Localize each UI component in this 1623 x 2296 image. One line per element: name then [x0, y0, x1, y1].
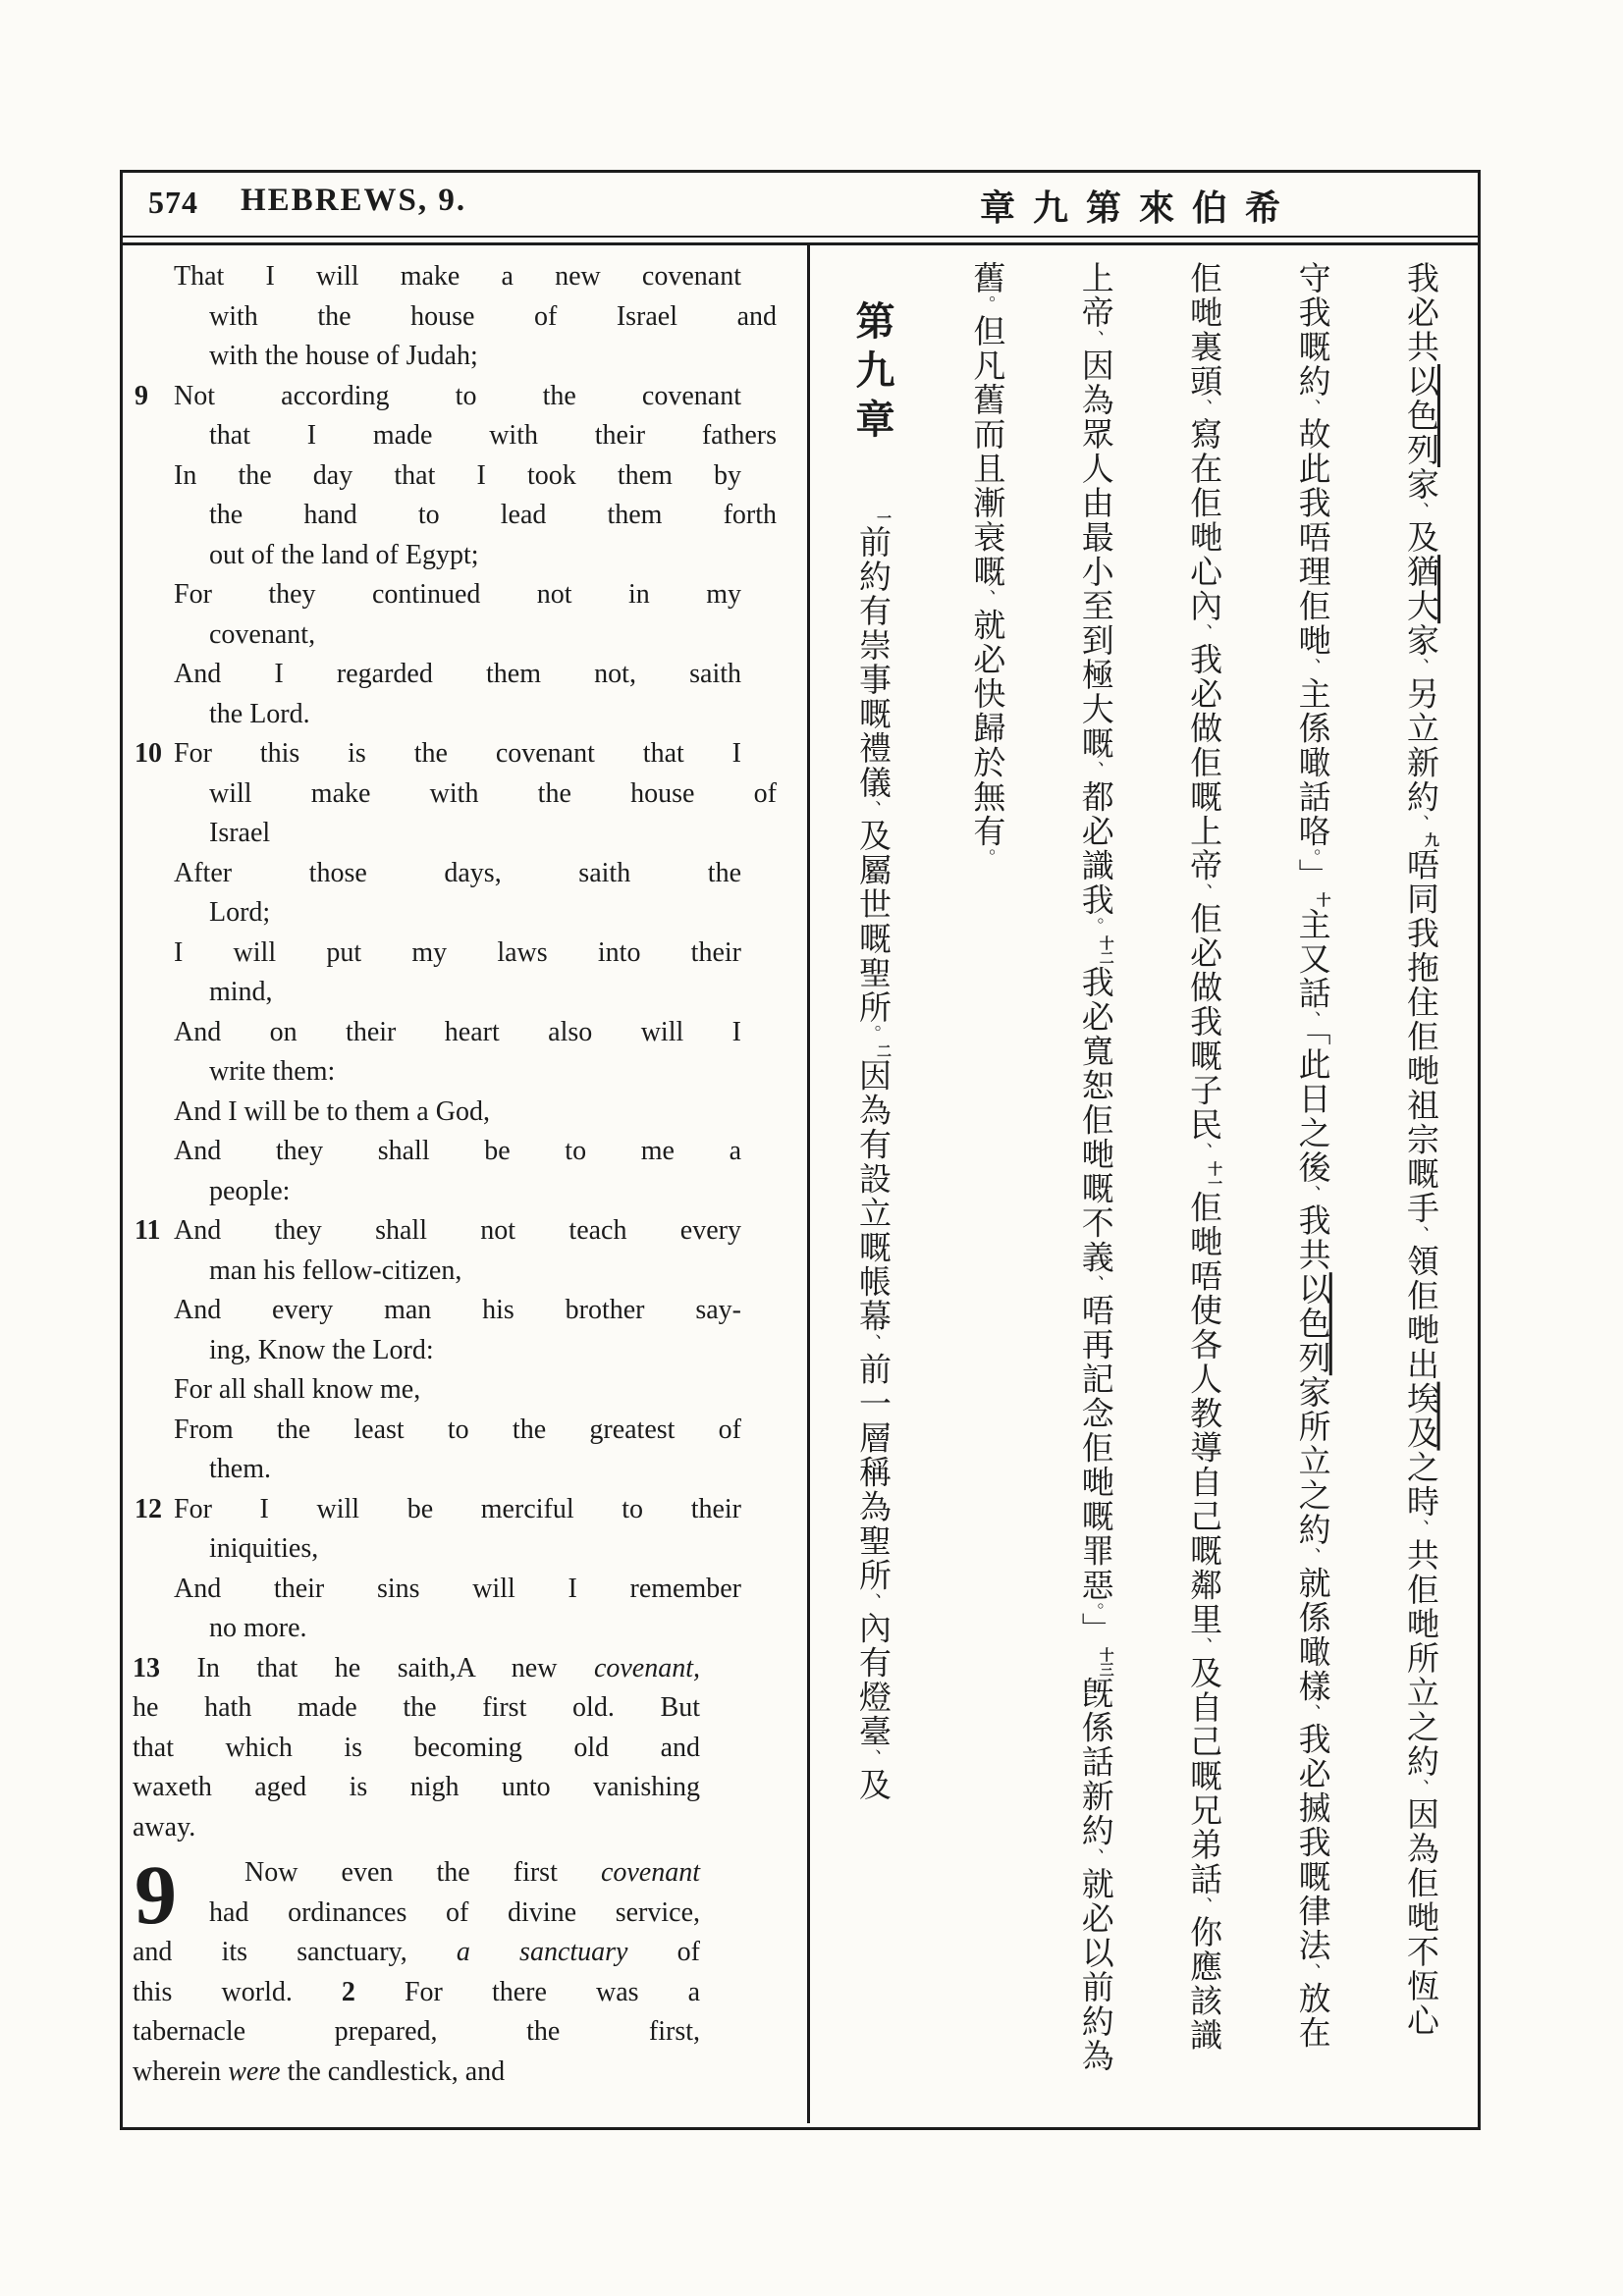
text-run: write them: [209, 1056, 336, 1087]
text-run: out of the land of Egypt; [209, 539, 479, 570]
text-run: Israel [209, 818, 271, 848]
text-run: that which is becoming old and [133, 1732, 700, 1763]
text-run: with the house of Israel and [209, 300, 777, 332]
english-verse-line [133, 1649, 700, 1689]
cjk-punctuation: 。 [1084, 1602, 1105, 1613]
page-number: 574 [148, 185, 198, 220]
english-verse-line [133, 1894, 700, 1934]
text-run: I will put my laws into their [174, 936, 741, 968]
cjk-punctuation: 、 [1301, 1185, 1322, 1204]
text-run: tabernacle prepared, the first, [133, 2016, 700, 2047]
chinese-text-section [810, 245, 1478, 2123]
english-verse-line [133, 1973, 700, 2013]
verse-number-marker: 二 [875, 1043, 891, 1059]
cjk-punctuation: 、 [1409, 814, 1430, 833]
text-run: mind, [209, 977, 273, 1007]
bold-text: 13 [133, 1652, 197, 1683]
english-verse-line [133, 934, 741, 974]
text-run: them. [209, 1454, 271, 1484]
text-run: For they continued not in my [174, 579, 741, 610]
text-run: away. [133, 1811, 196, 1842]
text-run: In the day that I took them by [174, 459, 741, 491]
text-run: the Lord. [209, 698, 310, 729]
header-title-english: HEBREWS, 9. [241, 183, 467, 218]
cjk-punctuation: 、 [1084, 1274, 1105, 1294]
text-run: the candlestick, and [280, 2056, 506, 2087]
english-verse-line [133, 2012, 700, 2053]
text-run: After those days, saith the [174, 857, 741, 888]
text-run: no more. [209, 1613, 307, 1643]
italic-text: covenant [600, 1857, 700, 1888]
english-verse-line [133, 1411, 741, 1451]
english-verse-line [133, 1529, 777, 1570]
english-verse-line [133, 1609, 777, 1649]
text-run: For I will be merciful to their [174, 1493, 741, 1524]
english-verse-line [133, 496, 777, 536]
text-run: And I will be to them a God, [174, 1095, 490, 1127]
text-run: will make with the house of [209, 777, 777, 809]
chinese-vertical-column: 我必共以色列家、及猶大家、另立新約、九唔同我拖住佢哋祖宗嘅手、領佢哋出埃及之時、共佢哋所立之約、因為佢哋不恆心 [1401, 261, 1438, 2038]
verse-number-marker: 九 [1422, 832, 1438, 848]
english-verse-line [133, 655, 741, 695]
english-verse-line [133, 257, 741, 297]
cjk-punctuation: 、 [1409, 502, 1430, 521]
english-verse-line [133, 1052, 777, 1093]
text-run: And I regarded them not, saith [174, 659, 741, 689]
italic-text: were [228, 2056, 281, 2087]
proper-name-mark: 以色列 [1401, 364, 1437, 467]
english-verse-line [133, 416, 777, 456]
cjk-punctuation: 、 [1193, 399, 1214, 418]
verse-number-marker: 十二 [1097, 935, 1113, 966]
english-verse-line [133, 1093, 741, 1133]
text-run: And every man his brother say- [174, 1295, 741, 1325]
page-header [123, 173, 1478, 238]
english-verse-line [133, 1688, 700, 1729]
text-run: ing, Know the Lord: [209, 1334, 434, 1365]
chapter-9-paragraph [133, 1847, 701, 2092]
text-run: Lord; [209, 897, 271, 928]
text-run: And on their heart also will I [174, 1016, 741, 1047]
cjk-punctuation: 、 [1193, 1896, 1214, 1915]
english-verse-line [133, 1768, 700, 1808]
english-verse-line [133, 575, 741, 615]
cjk-punctuation: 、 [976, 589, 997, 609]
verse-number-marker: 十一 [1206, 1160, 1222, 1191]
english-verse-line [133, 1252, 777, 1292]
chapter-heading: 第九章 [850, 300, 894, 448]
text-run: That I will make a new covenant [174, 261, 741, 292]
text-run: the hand to lead them forth [209, 500, 777, 530]
english-verse-line [133, 297, 777, 338]
verse-number-marker: 十 [1314, 892, 1330, 908]
english-verse-line [133, 1370, 741, 1411]
cjk-punctuation: 、 [1409, 1519, 1430, 1538]
verse-number: 9 [135, 380, 148, 411]
english-verse-line [133, 1211, 741, 1252]
english-verse-line [133, 377, 741, 417]
text-run: this world. [133, 1976, 342, 2007]
cjk-punctuation: 。 [1301, 848, 1322, 859]
chinese-vertical-column: 佢哋裏頭、寫在佢哋心內、我必做佢嘅上帝、佢必做我嘅子民、十一佢哋唔使各人教導自己嘅鄰里、及自己嘅兄弟話、你應該識 [1185, 261, 1222, 2053]
cjk-punctuation: 、 [1084, 1847, 1105, 1867]
cjk-punctuation: 、 [1193, 623, 1214, 643]
english-text-column [123, 245, 810, 2123]
text-run: For all shall know me, [174, 1374, 421, 1405]
text-run: For this is the covenant that I [174, 738, 741, 769]
cjk-punctuation: 、 [1301, 1010, 1322, 1030]
cjk-punctuation: 、 [862, 1333, 882, 1353]
text-run: iniquities, [209, 1533, 319, 1564]
text-run: of [627, 1937, 700, 1967]
proper-name-mark: 猶大 [1401, 555, 1437, 624]
text-run: And their sins will I remember [174, 1573, 741, 1604]
cjk-punctuation: 、 [1301, 1703, 1322, 1723]
verse-number: 11 [135, 1215, 161, 1246]
cjk-punctuation: 。 [976, 848, 997, 868]
chinese-vertical-column: 上帝、因為眾人由最小至到極大嘅、都必識我。十二我必寬恕佢哋嘅不義、唔再記念佢哋嘅罪惡。」十三旣係話新約、就必以前約為 [1076, 261, 1113, 2073]
english-verse-line [133, 1490, 741, 1530]
text-run: From the least to the greatest of [174, 1414, 741, 1445]
text-run: waxeth aged is nigh unto vanishing [133, 1772, 700, 1802]
cjk-punctuation: 。 [1084, 917, 1105, 936]
english-verse-line [133, 456, 741, 497]
english-verse-line [133, 734, 741, 774]
cjk-punctuation: 、 [862, 800, 882, 820]
proper-name-mark: 以色列 [1293, 1272, 1329, 1376]
cjk-punctuation: 、 [862, 1592, 882, 1612]
english-verse-line [133, 893, 777, 934]
cjk-punctuation: 、 [1084, 330, 1105, 349]
english-verse-line [133, 1570, 741, 1610]
chinese-vertical-column: 守我嘅約、故此我唔理佢哋、主係噉話咯。」十主又話、「此日之後、我共以色列家所立之約、就係噉樣、我必搣我嘅律法、放在 [1293, 261, 1330, 2051]
italic-text: a sanctuary [456, 1937, 628, 1967]
header-title-chinese: 章九第來伯希 [979, 188, 1298, 228]
text-run: people: [209, 1175, 291, 1206]
cjk-punctuation: 、 [1301, 1962, 1322, 1982]
cjk-punctuation: 、 [1301, 1547, 1322, 1567]
text-run: wherein [133, 2056, 229, 2087]
cjk-punctuation: 、 [1193, 1142, 1214, 1161]
text-run: had ordinances of divine service, [209, 1896, 700, 1928]
cjk-punctuation: 、 [1409, 658, 1430, 677]
chinese-vertical-column: 舊。但凡舊而且漸衰嘅、就必快歸於無有。 [968, 261, 1004, 868]
english-verse-line [133, 615, 777, 656]
cjk-punctuation: 。 [976, 295, 997, 315]
cjk-punctuation: 、 [862, 1748, 882, 1768]
english-verse-line [133, 1933, 700, 1973]
verse-number-marker: 一 [875, 510, 891, 525]
cjk-punctuation: 、 [1301, 658, 1322, 677]
verse-number: 12 [135, 1493, 162, 1524]
text-run: And they shall be to me a [174, 1136, 741, 1166]
cjk-punctuation: 、 [1084, 761, 1105, 780]
english-verse-line [133, 1450, 777, 1490]
text-run: with the house of Judah; [209, 341, 478, 371]
page-frame [120, 170, 1481, 2130]
text-run: he hath made the first old. But [133, 1692, 700, 1723]
english-verse-line [133, 695, 777, 735]
cjk-punctuation: 、 [1409, 1225, 1430, 1245]
text-run: For there was a [354, 1976, 701, 2007]
english-verse-line [133, 2053, 700, 2093]
english-verse-line [133, 854, 741, 894]
text-run: Not according to the covenant [174, 380, 741, 411]
text-run: Now even the first [244, 1857, 601, 1888]
english-verse-line [133, 1331, 777, 1371]
verse-number: 10 [135, 738, 162, 769]
text-run: that I made with their fathers [209, 420, 777, 451]
cjk-punctuation: 、 [1301, 399, 1322, 418]
chinese-vertical-column: 第九章一前約有崇事嘅禮儀、及屬世嘅聖所。二因為有設立嘅帳幕、前一層稱為聖所、內有燈臺、及 [850, 300, 894, 1802]
page-body [123, 245, 1478, 2123]
english-verse-line [133, 774, 777, 815]
bold-text: 2 [341, 1976, 355, 2007]
text-run: and its sanctuary, [133, 1937, 457, 1967]
english-verse-line [133, 1729, 700, 1769]
english-verse-line [133, 1172, 777, 1212]
english-verse-line [133, 814, 777, 854]
text-run: And they shall not teach every [174, 1215, 741, 1246]
chapter-drop-cap: 9 [135, 1847, 177, 1942]
english-verse-line [133, 1013, 741, 1053]
text-run: man his fellow-citizen, [209, 1255, 462, 1286]
cjk-punctuation: 、 [1193, 882, 1214, 902]
cjk-punctuation: 、 [1193, 1636, 1214, 1656]
text-run: In that he saith,A new [196, 1652, 594, 1683]
english-verse-line [133, 536, 777, 576]
english-verse-line [133, 1853, 700, 1894]
english-verse-line [133, 1132, 741, 1172]
text-run: covenant, [209, 618, 316, 650]
english-verse-line [133, 1291, 741, 1331]
english-verse-line [133, 337, 777, 377]
proper-name-mark: 埃及 [1401, 1381, 1437, 1451]
english-verse-line [133, 1808, 700, 1848]
italic-text: covenant, [593, 1652, 700, 1683]
cjk-punctuation: 。 [862, 1025, 882, 1044]
verse-number-marker: 十三 [1097, 1646, 1113, 1677]
english-verse-line [133, 973, 777, 1013]
cjk-punctuation: 、 [1409, 1778, 1430, 1797]
